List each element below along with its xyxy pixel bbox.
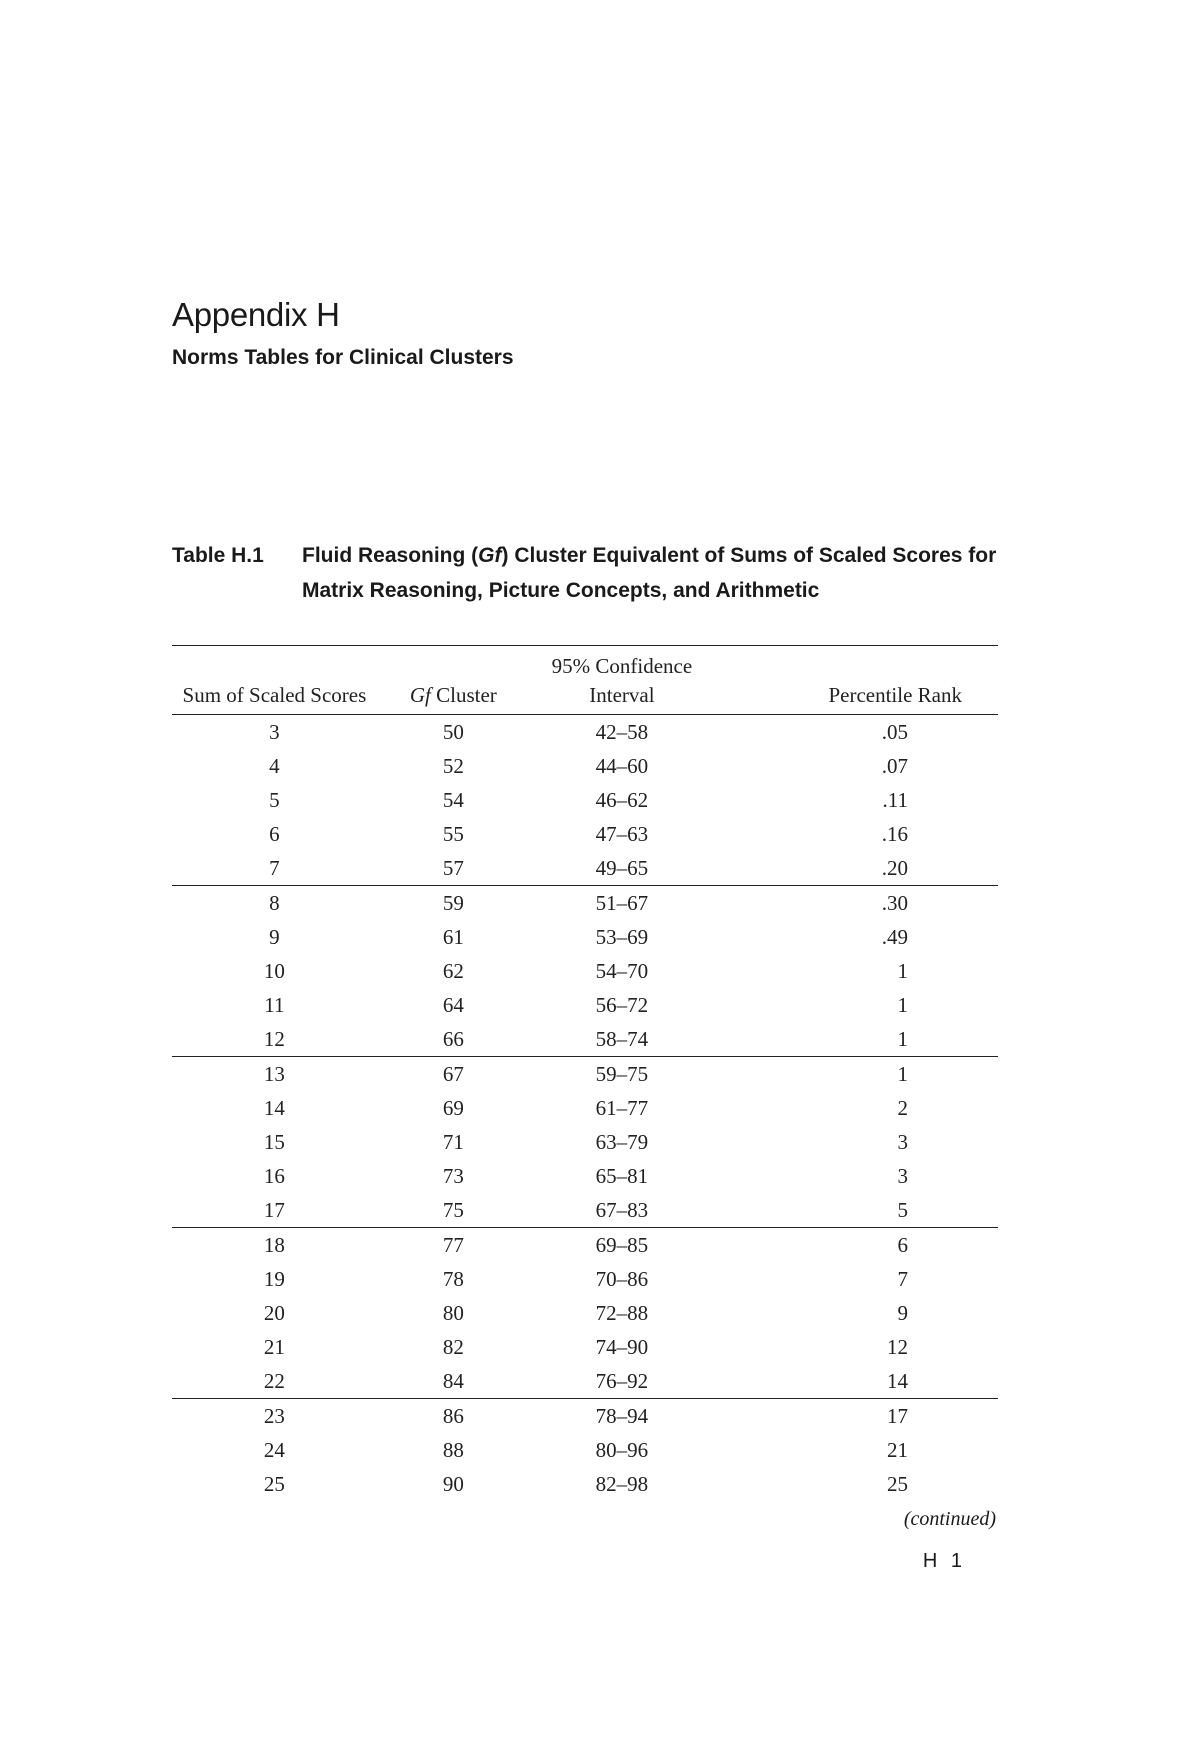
cell-confidence-interval: 47–63	[595, 822, 649, 846]
cell-percentile-rank: .07	[881, 754, 908, 778]
cell-confidence-interval: 49–65	[595, 856, 649, 880]
cell-gf-cluster: 57	[442, 856, 464, 880]
cell-percentile-rank: 5	[897, 1198, 908, 1222]
table-row	[172, 1296, 998, 1330]
cell-sum: 19	[263, 1267, 285, 1291]
cell-confidence-interval: 42–58	[595, 720, 649, 744]
caption-post: ) Cluster Equivalent of Sums of Scaled Scores for Matrix Reasoning, Picture Concepts, and Arithmetic	[302, 544, 997, 602]
header-row	[172, 646, 998, 715]
cell-sum: 25	[263, 1472, 285, 1496]
table-row	[172, 1159, 998, 1193]
table-body	[172, 715, 998, 1502]
cell-gf-cluster: 73	[442, 1164, 464, 1188]
cell-percentile-rank: 12	[887, 1335, 908, 1359]
cell-sum: 21	[263, 1335, 285, 1359]
table-row	[172, 1228, 998, 1263]
header-gf-rest: Cluster	[430, 683, 497, 707]
cell-confidence-interval: 72–88	[595, 1301, 649, 1325]
cell-gf-cluster: 82	[442, 1335, 464, 1359]
cell-sum: 11	[264, 993, 285, 1017]
cell-gf-cluster: 90	[442, 1472, 464, 1496]
table-row	[172, 817, 998, 851]
cell-gf-cluster: 50	[442, 720, 464, 744]
cell-confidence-interval: 65–81	[595, 1164, 649, 1188]
cell-gf-cluster: 78	[442, 1267, 464, 1291]
cell-gf-cluster: 77	[442, 1233, 464, 1257]
cell-percentile-rank: 9	[897, 1301, 908, 1325]
cell-percentile-rank: 3	[897, 1164, 908, 1188]
table-row	[172, 1057, 998, 1092]
cell-percentile-rank: 21	[887, 1438, 908, 1462]
table-row	[172, 1262, 998, 1296]
caption-pre: Fluid Reasoning (	[302, 544, 479, 567]
table-row	[172, 783, 998, 817]
cell-confidence-interval: 54–70	[595, 959, 649, 983]
cell-confidence-interval: 46–62	[595, 788, 649, 812]
cell-gf-cluster: 66	[442, 1027, 464, 1051]
cell-sum: 20	[263, 1301, 285, 1325]
cell-gf-cluster: 69	[442, 1096, 464, 1120]
table-row	[172, 1193, 998, 1228]
cell-gf-cluster: 67	[442, 1062, 464, 1086]
cell-percentile-rank: 14	[887, 1369, 908, 1393]
cell-gf-cluster: 86	[442, 1404, 464, 1428]
cell-gf-cluster: 52	[442, 754, 464, 778]
table-caption	[172, 538, 1012, 608]
table-row	[172, 1091, 998, 1125]
cell-percentile-rank: .20	[881, 856, 908, 880]
cell-sum: 15	[263, 1130, 285, 1154]
cell-sum: 12	[263, 1027, 285, 1051]
cell-confidence-interval: 82–98	[595, 1472, 649, 1496]
cell-confidence-interval: 56–72	[595, 993, 649, 1017]
cell-sum: 18	[263, 1233, 285, 1257]
cell-percentile-rank: 7	[897, 1267, 908, 1291]
cell-sum: 22	[263, 1369, 285, 1393]
header-gf-cluster	[377, 646, 530, 715]
cell-sum: 14	[263, 1096, 285, 1120]
cell-sum: 5	[269, 788, 280, 812]
cell-sum: 24	[263, 1438, 285, 1462]
cell-confidence-interval: 76–92	[595, 1369, 649, 1393]
cell-confidence-interval: 70–86	[595, 1267, 649, 1291]
header-gf-italic: Gf	[409, 683, 431, 707]
cell-gf-cluster: 55	[442, 822, 464, 846]
cell-percentile-rank: 25	[887, 1472, 908, 1496]
header-confidence-interval	[530, 646, 714, 715]
table-row	[172, 749, 998, 783]
cell-gf-cluster: 54	[442, 788, 464, 812]
cell-confidence-interval: 51–67	[595, 891, 649, 915]
cell-sum: 6	[269, 822, 280, 846]
header-percentile-rank: Percentile Rank	[828, 683, 962, 707]
continued-note: (continued)	[903, 1508, 996, 1530]
table-header	[172, 646, 998, 715]
cell-confidence-interval: 53–69	[595, 925, 649, 949]
table-row	[172, 988, 998, 1022]
cell-confidence-interval: 63–79	[595, 1130, 649, 1154]
table-row	[172, 1433, 998, 1467]
cell-percentile-rank: 2	[897, 1096, 908, 1120]
cell-gf-cluster: 61	[442, 925, 464, 949]
cell-gf-cluster: 88	[442, 1438, 464, 1462]
cell-sum: 17	[263, 1198, 285, 1222]
cell-confidence-interval: 58–74	[595, 1027, 649, 1051]
cell-confidence-interval: 80–96	[595, 1438, 649, 1462]
cell-confidence-interval: 67–83	[595, 1198, 649, 1222]
norms-table	[172, 645, 998, 1501]
table-row	[172, 715, 998, 750]
cell-percentile-rank: .16	[881, 822, 908, 846]
table-row	[172, 1399, 998, 1434]
cell-sum: 3	[269, 720, 280, 744]
cell-percentile-rank: 1	[897, 1062, 908, 1086]
appendix-subtitle: Norms Tables for Clinical Clusters	[172, 346, 514, 369]
cell-confidence-interval: 74–90	[595, 1335, 649, 1359]
cell-gf-cluster: 75	[442, 1198, 464, 1222]
cell-sum: 9	[269, 925, 280, 949]
cell-sum: 4	[269, 754, 280, 778]
header-sum: Sum of Scaled Scores	[182, 683, 367, 707]
cell-sum: 10	[263, 959, 285, 983]
cell-gf-cluster: 62	[442, 959, 464, 983]
cell-gf-cluster: 64	[442, 993, 464, 1017]
table-row	[172, 1022, 998, 1057]
table-row	[172, 851, 998, 886]
cell-percentile-rank: 6	[897, 1233, 908, 1257]
cell-confidence-interval: 44–60	[595, 754, 649, 778]
cell-percentile-rank: 1	[897, 993, 908, 1017]
cell-sum: 8	[269, 891, 280, 915]
cell-gf-cluster: 59	[442, 891, 464, 915]
cell-percentile-rank: 1	[897, 1027, 908, 1051]
cell-sum: 7	[269, 856, 280, 880]
cell-gf-cluster: 84	[442, 1369, 464, 1393]
cell-percentile-rank: .30	[881, 891, 908, 915]
cell-percentile-rank: .11	[882, 788, 908, 812]
cell-percentile-rank: 3	[897, 1130, 908, 1154]
cell-confidence-interval: 61–77	[595, 1096, 649, 1120]
cell-sum: 13	[263, 1062, 285, 1086]
table-row	[172, 1125, 998, 1159]
cell-gf-cluster: 80	[442, 1301, 464, 1325]
cell-confidence-interval: 59–75	[595, 1062, 649, 1086]
table-row	[172, 1467, 998, 1501]
header-ci-line1: 95% Confidence	[551, 654, 693, 678]
caption-gf: Gf	[478, 544, 502, 567]
table-row	[172, 886, 998, 921]
table-row	[172, 1364, 998, 1399]
cell-percentile-rank: 17	[887, 1404, 908, 1428]
table-row	[172, 954, 998, 988]
table-caption-text	[302, 538, 1012, 608]
cell-confidence-interval: 69–85	[595, 1233, 649, 1257]
cell-sum: 16	[263, 1164, 285, 1188]
header-ci-line2: Interval	[589, 683, 655, 707]
cell-sum: 23	[263, 1404, 285, 1428]
cell-percentile-rank: 1	[897, 959, 908, 983]
table-row	[172, 920, 998, 954]
cell-gf-cluster: 71	[442, 1130, 464, 1154]
cell-confidence-interval: 78–94	[595, 1404, 649, 1428]
cell-percentile-rank: .05	[881, 720, 908, 744]
appendix-title: Appendix H	[172, 296, 340, 333]
table-row	[172, 1330, 998, 1364]
table-label: Table H.1	[172, 544, 264, 567]
page-number: H 1	[922, 1550, 966, 1572]
cell-percentile-rank: .49	[881, 925, 908, 949]
